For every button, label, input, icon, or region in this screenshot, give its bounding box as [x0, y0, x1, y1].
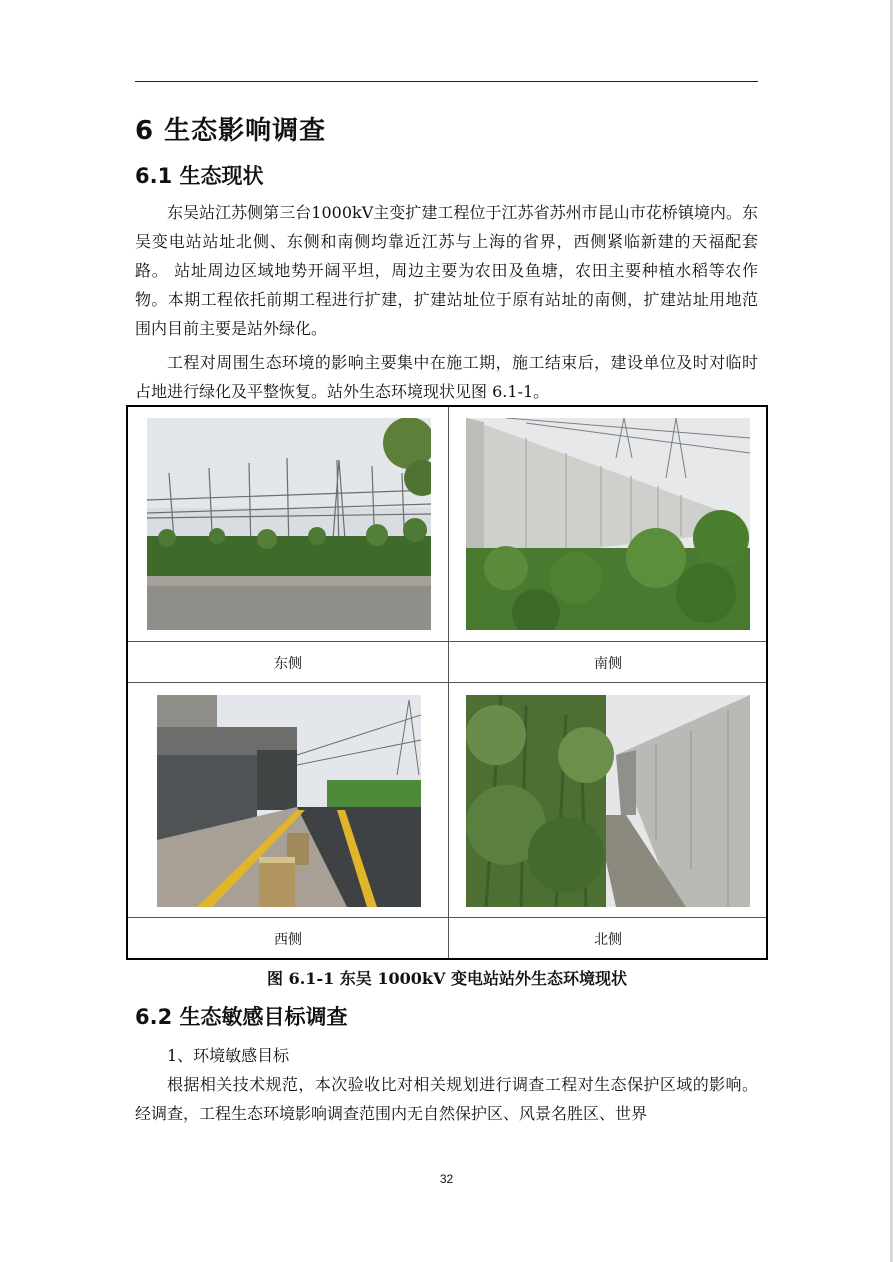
table-divider: [128, 682, 766, 683]
header-rule: [135, 81, 758, 82]
paragraph-sensitive-targets: 根据相关技术规范，本次验收比对相关规划进行调查工程对生态保护区域的影响。经调查，工程生态环境影响调查范围内无自然保护区、风景名胜区、世界: [135, 1075, 758, 1123]
paragraph-list-heading: 1、环境敏感目标: [167, 1046, 290, 1065]
section-title-6-1: 6.1 生态现状: [135, 164, 264, 188]
caption-north: 北侧: [594, 932, 622, 948]
paragraph-site-description: 东吴站江苏侧第三台1000kV主变扩建工程位于江苏省苏州市昆山市花桥镇境内。东吴变电站站址北侧、东侧和南侧均靠近江苏与上海的省界，西侧紧临新建的天福配套路。 站址周边区域地势开阔平坦，周边主要为农田及鱼塘，农田主要种植水稻等农作物。本期工程依托前期工程进行扩建，扩建站址位于原有站址的南侧，扩建站址用地范围内目前主要是站外绿化。: [135, 203, 758, 338]
photo-west: [157, 695, 421, 907]
figure-caption: 图 6.1-1 东吴 1000kV 变电站站外生态环境现状: [267, 969, 627, 988]
table-divider: [128, 641, 766, 642]
chapter-title: 6 生态影响调查: [135, 116, 327, 146]
photo-north: [466, 695, 750, 907]
paragraph-impact-summary: 工程对周围生态环境的影响主要集中在施工期，施工结束后，建设单位及时对临时占地进行绿化及平整恢复。站外生态环境现状见图 6.1-1。: [135, 353, 758, 401]
table-divider: [128, 917, 766, 918]
caption-south: 南侧: [594, 656, 622, 672]
caption-east: 东侧: [274, 656, 302, 672]
photo-east: [147, 418, 431, 630]
photo-south: [466, 418, 750, 630]
caption-west: 西侧: [274, 932, 302, 948]
page-number: 32: [439, 1172, 454, 1186]
figure-table: [126, 405, 768, 960]
section-title-6-2: 6.2 生态敏感目标调查: [135, 1005, 348, 1029]
